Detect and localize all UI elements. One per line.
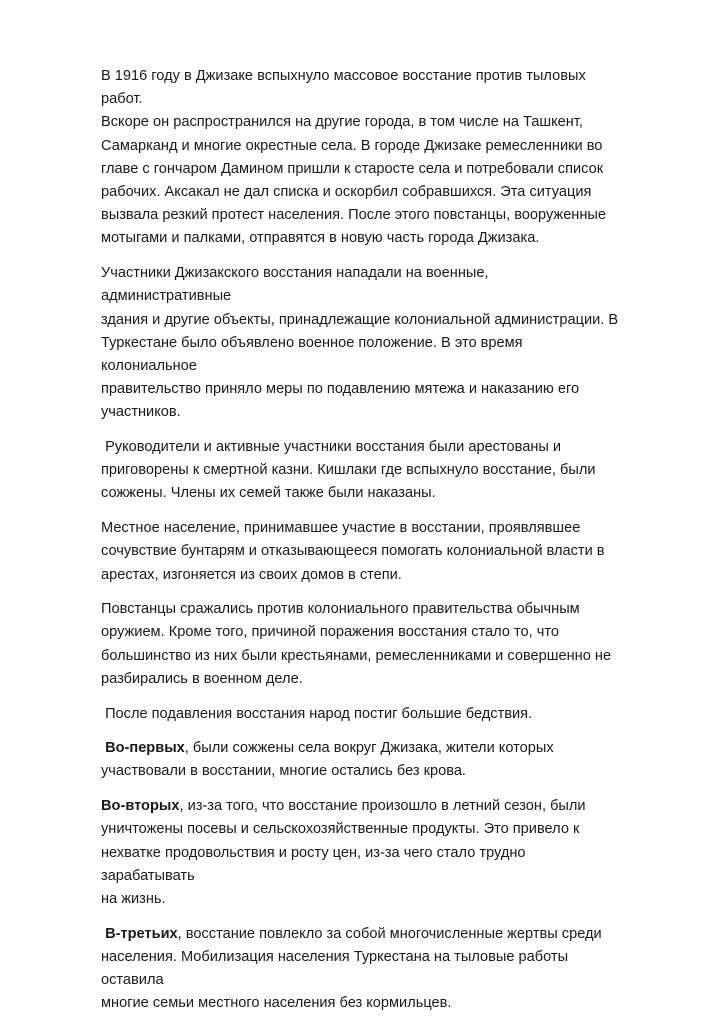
- text-line: арестах, изгоняется из своих домов в степи.: [101, 566, 402, 583]
- text-line: большинство из них были крестьянами, ремесленниками и совершенно не: [101, 647, 612, 664]
- paragraph: [101, 517, 621, 587]
- text-line: оружием. Кроме того, причиной поражения восстания стало то, что: [101, 624, 559, 641]
- text-line: В 1916 году в Джизаке вспыхнуло массовое восстание против тыловых работ.: [101, 68, 594, 108]
- paragraph: [101, 795, 621, 911]
- text-line: , из-за того, что восстание произошло в летний сезон, были: [179, 798, 586, 815]
- ordinal-heading: В-третьих: [105, 925, 178, 942]
- paragraph: [101, 923, 621, 1016]
- paragraph: [101, 737, 621, 783]
- text-line: населения. Мобилизация населения Туркестана на тыловые работы оставила: [101, 948, 573, 989]
- paragraph: [101, 703, 621, 726]
- text-line: нехватке продовольствия и росту цен, из-за чего стало трудно зарабатывать: [101, 844, 530, 884]
- text-line: правительство приняло меры по подавлению мятежа и наказанию его: [101, 381, 580, 398]
- text-line: сожжены. Члены их семей также были наказаны.: [101, 485, 436, 502]
- text-line: участников.: [101, 404, 181, 421]
- document-text-body: [101, 65, 621, 1027]
- text-line: Самарканд и многие окрестные села. В городе Джизаке ремесленники во: [101, 137, 603, 154]
- text-line: приговорены к смертной казни. Кишлаки где вспыхнуло восстание, были: [101, 462, 596, 479]
- text-line: После подавления восстания народ постиг большие бедствия.: [101, 705, 533, 722]
- text-line: участвовали в восстании, многие остались без крова.: [101, 763, 466, 780]
- ordinal-heading: Во-первых: [105, 740, 185, 757]
- text-line: на жизнь.: [101, 891, 166, 907]
- text-line: Участники Джизакского восстания нападали на военные, административные: [101, 265, 493, 305]
- text-line: , восстание повлекло за собой многочисленные жертвы среди: [177, 925, 602, 942]
- text-line: Вскоре он распространился на другие города, в том числе на Ташкент,: [101, 114, 583, 131]
- text-line: Руководители и активные участники восстания были арестованы и: [101, 439, 562, 456]
- text-line: главе с гончаром Дамином пришли к старосте села и потребовали список: [101, 160, 604, 177]
- paragraph: [101, 65, 621, 251]
- text-line: Местное население, принимавшее участие в восстании, проявлявшее: [101, 520, 581, 537]
- text-line: Повстанцы сражались против колониального правительства обычным: [101, 601, 580, 618]
- ordinal-heading: Во-вторых: [101, 798, 180, 815]
- text-line: разбирались в военном деле.: [101, 670, 303, 687]
- text-line: Туркестане было объявлено военное положение. В это время колониальное: [101, 334, 527, 374]
- text-line: многие семьи местного населения без кормильцев.: [101, 995, 452, 1012]
- paragraph: [101, 436, 621, 506]
- text-line: сочувствие бунтарям и отказывающееся помогать колониальной власти в: [101, 543, 605, 560]
- paragraph: [101, 262, 621, 424]
- text-line: вызвала резкий протест населения. После этого повстанцы, вооруженные: [101, 207, 607, 224]
- text-line: , были сожжены села вокруг Джизака, жители которых: [184, 740, 554, 757]
- text-line: мотыгами и палками, отправятся в новую часть города Джизака.: [101, 230, 540, 247]
- paragraph: [101, 598, 621, 691]
- text-line: уничтожены посевы и сельскохозяйственные продукты. Это привело к: [101, 821, 580, 838]
- text-line: здания и другие объекты, принадлежащие колониальной администрации. В: [101, 311, 619, 328]
- text-line: рабочих. Аксакал не дал списка и оскорбил собравшихся. Эта ситуация: [101, 184, 592, 201]
